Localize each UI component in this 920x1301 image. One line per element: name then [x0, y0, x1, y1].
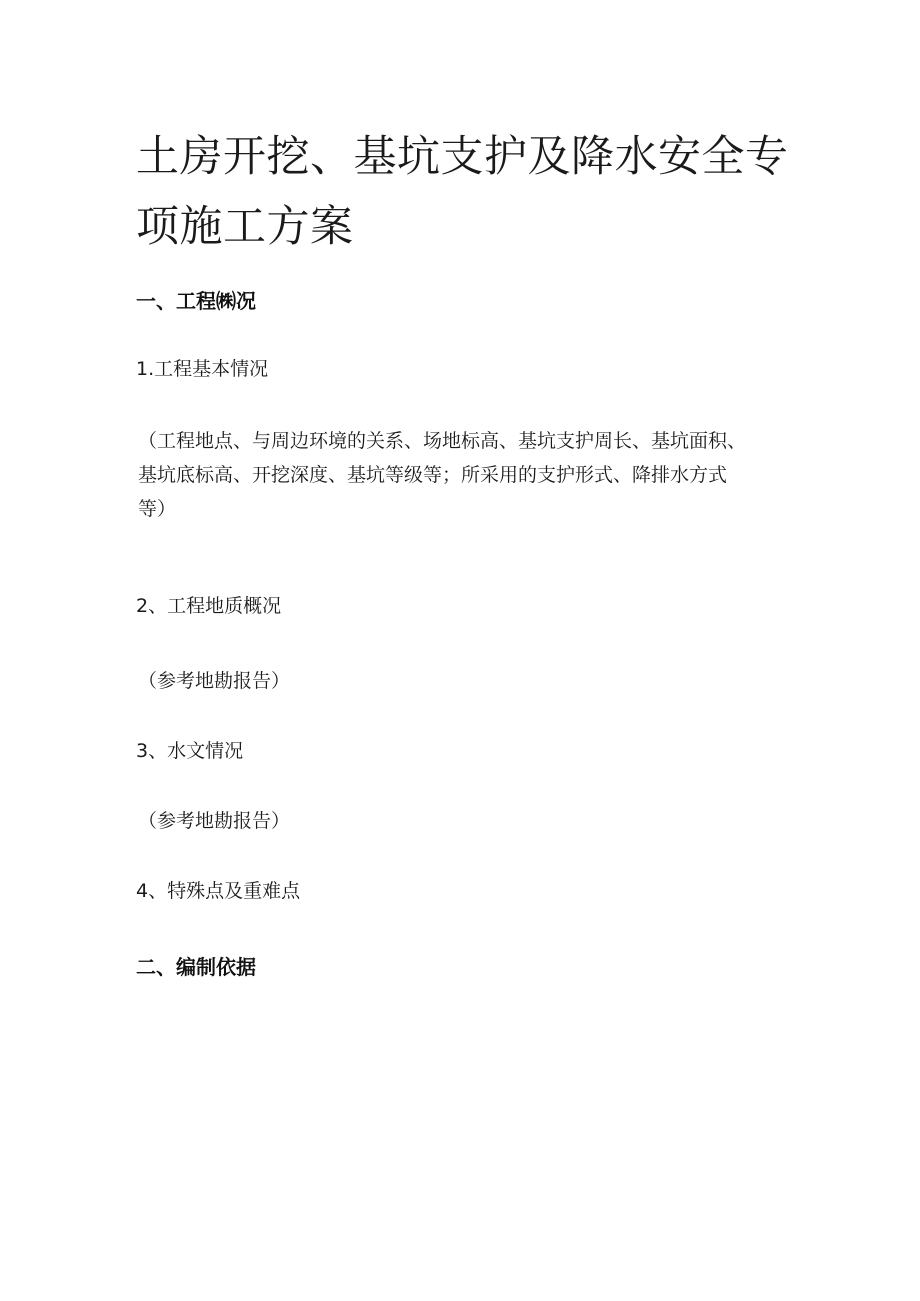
- item-3-note: （参考地勘报告）: [138, 810, 291, 832]
- item-1-note: [138, 424, 778, 526]
- section-2-heading: 二、编制依据: [136, 955, 256, 979]
- item-4-label: 4、特殊点及重难点: [136, 880, 301, 902]
- title-line-1: 土房开挖、基坑支护及降水安全专: [136, 132, 789, 182]
- section-1-heading: 一、工程㈱况: [136, 289, 256, 313]
- title-line-2: 项施工方案: [136, 202, 354, 252]
- document-title: [136, 122, 796, 262]
- item-1-label: 1.工程基本情况: [136, 358, 269, 380]
- item-3-label: 3、水文情况: [136, 740, 244, 762]
- item-1-note-line-3: 等）: [138, 498, 177, 520]
- item-2-note: （参考地勘报告）: [138, 670, 291, 692]
- item-1-note-line-1: （工程地点、与周边环境的关系、场地标高、基坑支护周长、基坑面积、: [138, 430, 747, 452]
- item-1-note-line-2: 基坑底标高、开挖深度、基坑等级等；所采用的支护形式、降排水方式: [138, 464, 728, 486]
- item-2-label: 2、工程地质概况: [136, 595, 282, 617]
